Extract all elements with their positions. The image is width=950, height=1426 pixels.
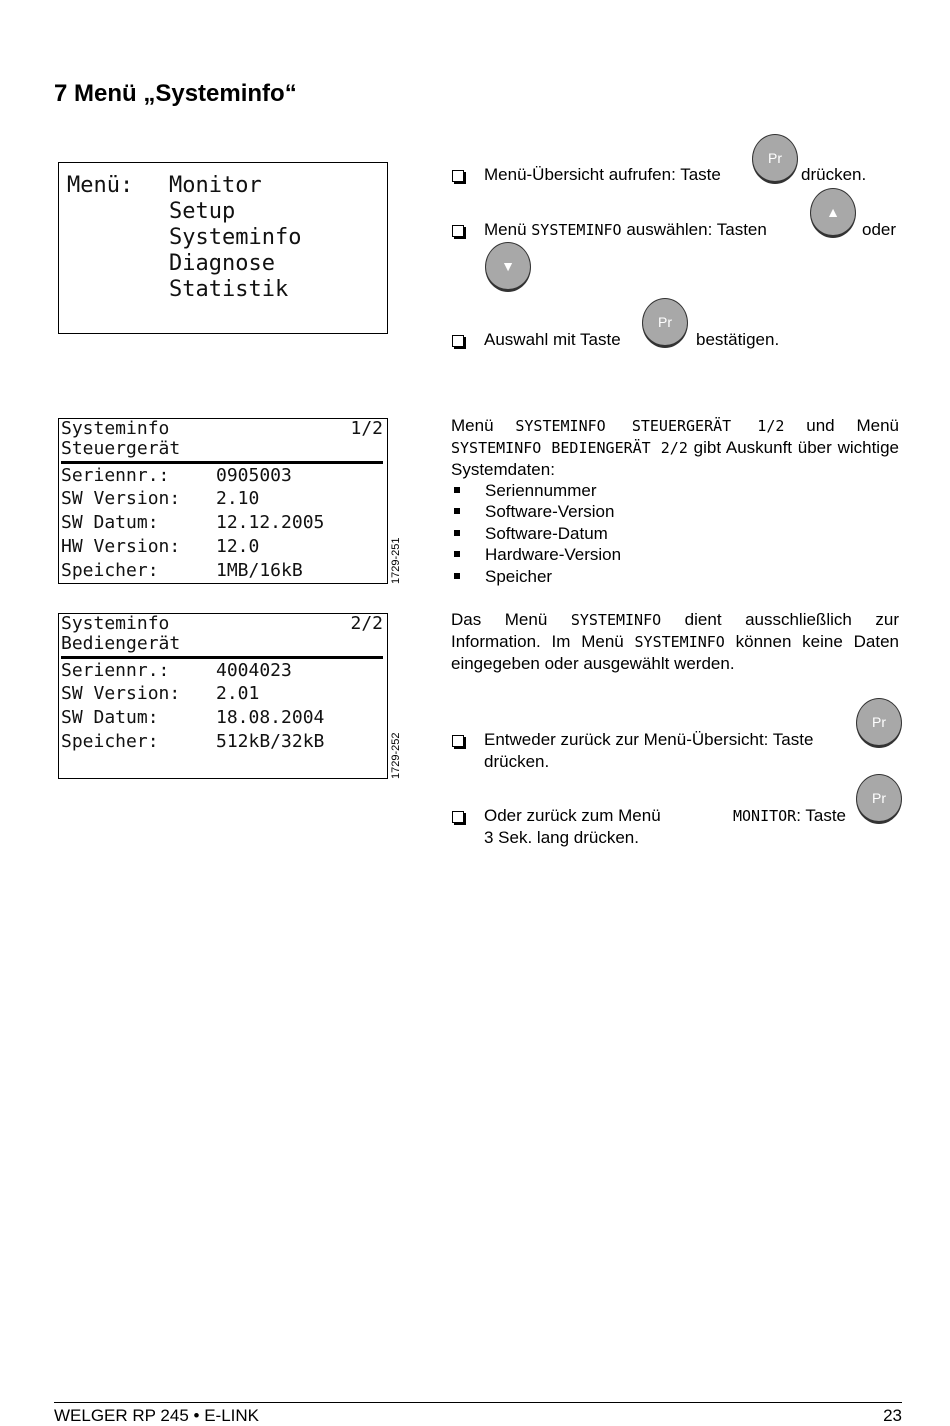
up-key-icon: ▲ (810, 188, 856, 238)
bullet-item: Hardware-Version (485, 545, 622, 564)
menu-item-setup: Setup (169, 199, 236, 224)
display-subtitle: Steuergerät (61, 438, 181, 459)
menu-item-systeminfo: Systeminfo (169, 225, 302, 250)
systeminfo-display-steuergeraet (58, 418, 388, 584)
display-row: SW Version: 2.10 (61, 488, 260, 509)
bullet-icon (454, 530, 460, 536)
down-key-icon: ▼ (485, 242, 531, 292)
bullet-item: Software-Datum (485, 524, 608, 543)
display-subtitle: Bediengerät (61, 633, 181, 654)
step-select-or: oder (862, 220, 897, 239)
bullet-item: Software-Version (485, 502, 615, 521)
checkbox-icon (452, 170, 464, 182)
menu-label: Menü: (67, 173, 134, 198)
display-page: 1/2 (350, 418, 383, 439)
display-title: Systeminfo (61, 613, 170, 634)
display-header (61, 419, 383, 464)
display-row: SW Datum: 12.12.2005 (61, 512, 325, 533)
bullet-item: Speicher (485, 567, 553, 586)
footer-divider (54, 1402, 902, 1403)
menu-item-monitor: Monitor (169, 173, 262, 198)
display-row: Speicher: 512kB/32kB (61, 731, 325, 752)
pr-key-icon: Pr (642, 298, 688, 348)
step-back-monitor: Oder zurück zum Menü MONITOR: Taste 3 Sek. lang drücken. (484, 806, 846, 847)
pr-key-icon: Pr (856, 774, 902, 824)
systeminfo-display-bediengeraet (58, 613, 388, 779)
info-paragraph-2: Das Menü SYSTEMINFO dient ausschließlich zur Information. Im Menü SYSTEMINFO können keine Daten eingegeben oder ausgewählt werden. (451, 610, 899, 673)
page-number: 23 (883, 1406, 902, 1425)
step-back-overview: Entweder zurück zur Menü-Übersicht: Taste drücken. (484, 730, 814, 771)
step-confirm: Auswahl mit Taste (484, 330, 621, 349)
display-header (61, 614, 383, 659)
bullet-item: Seriennummer (485, 481, 597, 500)
page-title: 7 Menü „Systeminfo“ (54, 80, 297, 107)
display-row: Speicher: 1MB/16kB (61, 560, 303, 581)
display-row: SW Datum: 18.08.2004 (61, 707, 325, 728)
step-select-menu: Menü SYSTEMINFO auswählen: Tasten (484, 220, 767, 239)
display-row: HW Version: 12.0 (61, 536, 260, 557)
menu-item-statistik: Statistik (169, 277, 289, 302)
display-row: SW Version: 2.01 (61, 683, 260, 704)
display-title: Systeminfo (61, 418, 170, 439)
display-row: Seriennr.: 4004023 (61, 660, 292, 681)
bullet-icon (454, 487, 460, 493)
footer-title: WELGER RP 245 • E-LINK (54, 1406, 259, 1425)
display-row: Seriennr.: 0905003 (61, 465, 292, 486)
checkbox-icon (452, 811, 464, 823)
checkbox-icon (452, 335, 464, 347)
step-open-menu-end: drücken. (801, 165, 867, 184)
info-paragraph-1: Menü SYSTEMINFO STEUERGERÄT 1/2 und Menü SYSTEMINFO BEDIENGERÄT 2/2 gibt Auskunft über wichtige Systemdaten: (451, 416, 899, 479)
checkbox-icon (452, 225, 464, 237)
figure-id: 1729-252 (390, 732, 402, 779)
bullet-icon (454, 573, 460, 579)
pr-key-icon: Pr (752, 134, 798, 184)
step-open-menu: Menü-Übersicht aufrufen: Taste (484, 165, 721, 184)
figure-id: 1729-251 (390, 537, 402, 584)
display-page: 2/2 (350, 613, 383, 634)
menu-item-diagnose: Diagnose (169, 251, 275, 276)
menu-display (58, 162, 388, 334)
pr-key-icon: Pr (856, 698, 902, 748)
bullet-icon (454, 508, 460, 514)
checkbox-icon (452, 735, 464, 747)
step-confirm-end: bestätigen. (696, 330, 780, 349)
bullet-icon (454, 551, 460, 557)
